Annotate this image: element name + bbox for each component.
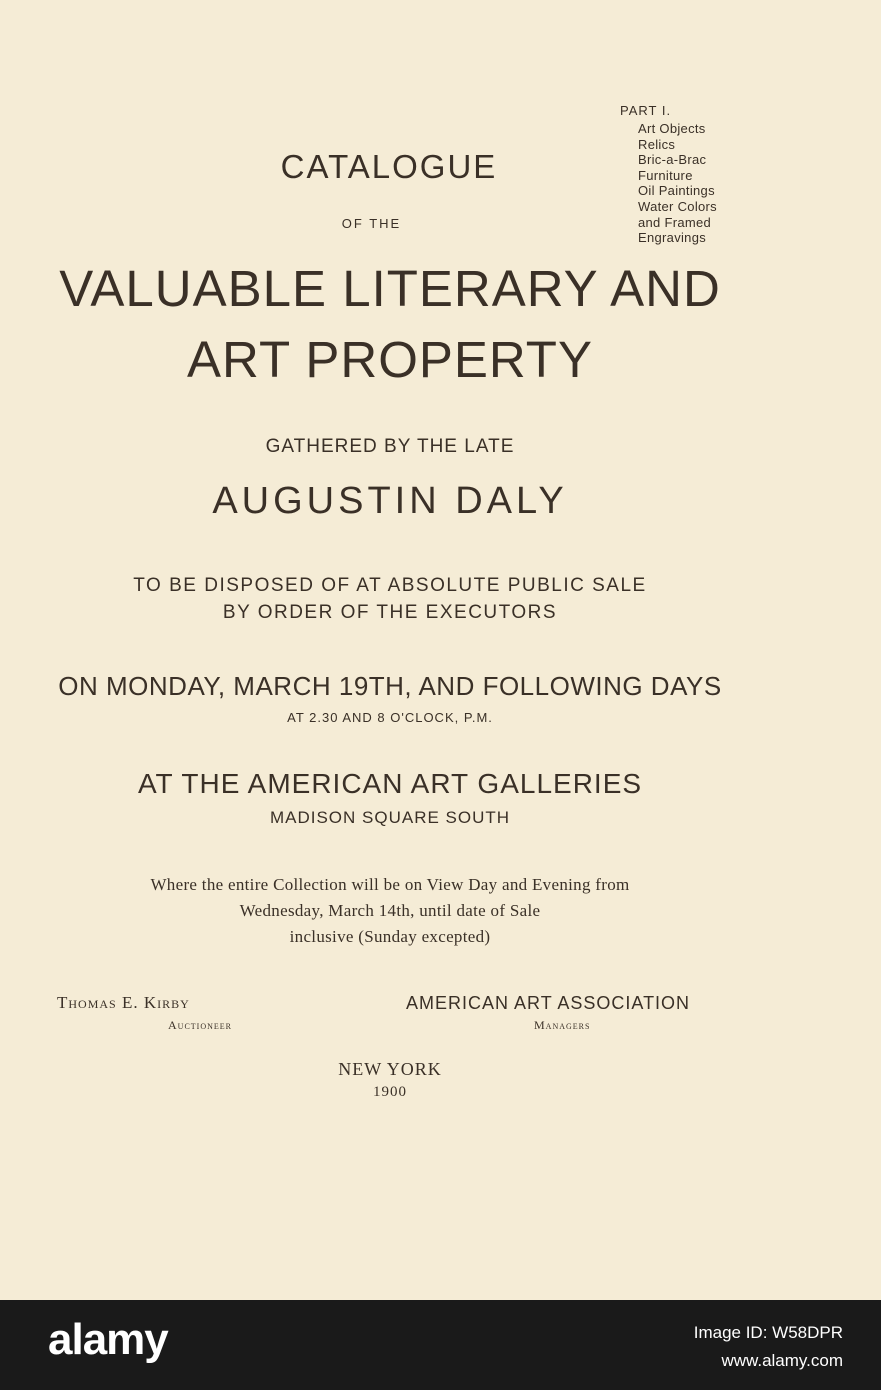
- part-item: Oil Paintings: [638, 183, 715, 199]
- sale-notice-line-1: TO BE DISPOSED OF AT ABSOLUTE PUBLIC SALE: [133, 575, 647, 596]
- image-id-text: Image ID: W58DPR: [693, 1323, 843, 1342]
- alamy-logo: alamy: [48, 1315, 168, 1364]
- sale-notice-line-2: BY ORDER OF THE EXECUTORS: [222, 602, 558, 623]
- part-item: Bric-a-Brac: [638, 152, 707, 168]
- imprint-year: 1900: [373, 1084, 407, 1100]
- venue-name: AT THE AMERICAN ART GALLERIES: [137, 768, 643, 799]
- site-url-text: www.alamy.com: [721, 1351, 843, 1370]
- part-title: PART I.: [620, 103, 672, 118]
- sale-date: ON MONDAY, MARCH 19TH, AND FOLLOWING DAYS: [58, 671, 722, 701]
- main-title-line-2: ART PROPERTY: [187, 331, 593, 388]
- collector-name: AUGUSTIN DALY: [212, 480, 568, 522]
- part-item: Water Colors: [638, 198, 717, 214]
- auctioneer-name: Thomas E. Kirby: [57, 993, 190, 1012]
- imprint-city: NEW YORK: [338, 1059, 442, 1079]
- part-item: Engravings: [638, 230, 707, 246]
- part-item: Art Objects: [638, 121, 706, 136]
- venue-location: MADISON SQUARE SOUTH: [269, 808, 511, 827]
- catalogue-heading: CATALOGUE: [280, 148, 498, 185]
- viewing-line-3: inclusive (Sunday excepted): [289, 927, 491, 946]
- main-title-line-1: VALUABLE LITERARY AND: [59, 260, 721, 317]
- gathered-by-text: GATHERED BY THE LATE: [265, 436, 515, 457]
- sale-time: AT 2.30 AND 8 O'CLOCK, P.M.: [287, 710, 493, 725]
- part-item: Relics: [638, 136, 676, 152]
- association-role: Managers: [534, 1018, 591, 1032]
- auctioneer-role: Auctioneer: [168, 1018, 232, 1032]
- viewing-line-2: Wednesday, March 14th, until date of Sale: [239, 901, 541, 920]
- of-the-text: OF THE: [341, 216, 402, 231]
- viewing-line-1: Where the entire Collection will be on View Day and Evening from: [150, 875, 630, 894]
- part-item: Furniture: [638, 167, 693, 183]
- part-item: and Framed: [638, 214, 712, 230]
- association-name: AMERICAN ART ASSOCIATION: [406, 993, 691, 1013]
